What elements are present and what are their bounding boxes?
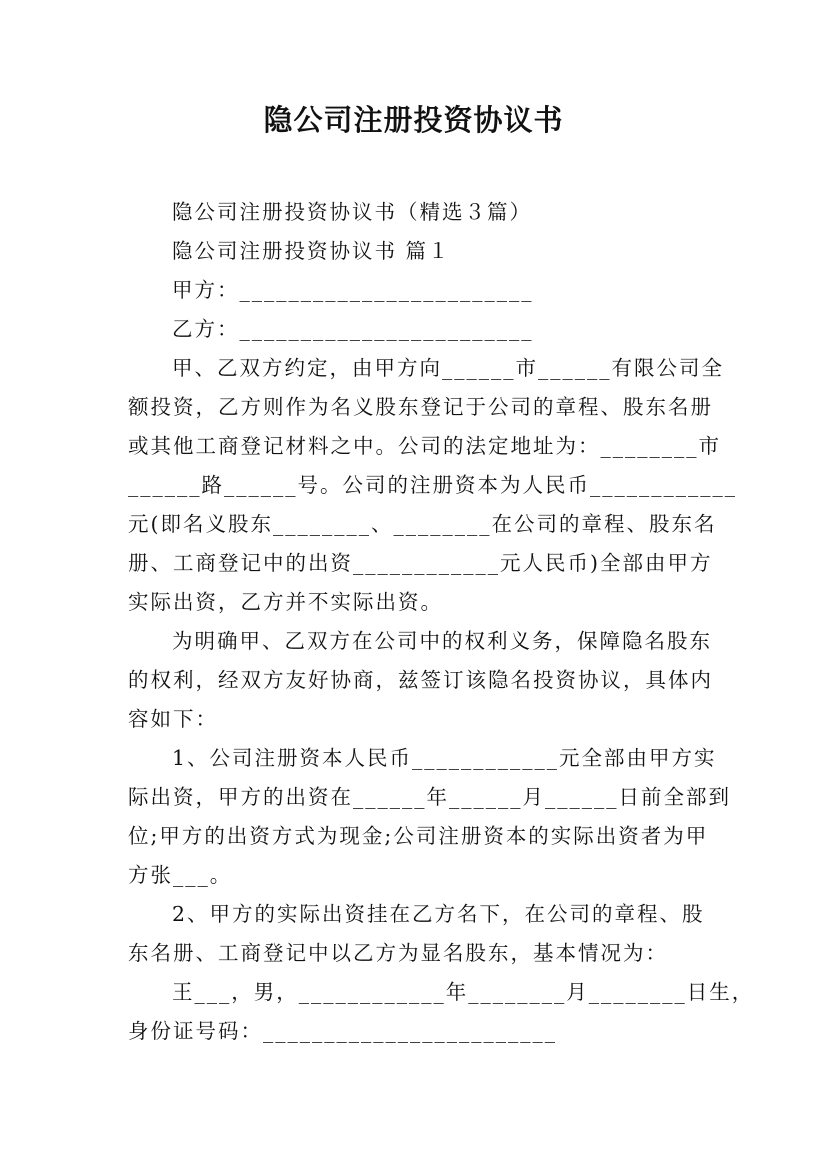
paragraph-line: 甲、乙双方约定，由甲方向______市______有限公司全 [172, 356, 724, 380]
paragraph-line: 元(即名义股东________、________在公司的章程、股东名 [128, 512, 717, 536]
paragraph-line: 册、工商登记中的出资____________元人民币)全部由甲方 [128, 551, 713, 575]
shareholder-info-line: 王___，男，____________年________月________日生， [172, 980, 755, 1004]
document-title: 隐公司注册投资协议书 [263, 103, 564, 137]
subtitle-line: 隐公司注册投资协议书（精选３篇） [172, 200, 532, 224]
party-b-line: 乙方：________________________ [172, 317, 534, 341]
clause-line: 1、公司注册资本人民币____________元全部由甲方实 [172, 746, 717, 770]
clause-line: 2、甲方的实际出资挂在乙方名下，在公司的章程、股 [172, 902, 705, 926]
paragraph-line: 额投资，乙方则作为名义股东登记于公司的章程、股东名册 [128, 395, 713, 419]
paragraph-line: 为明确甲、乙双方在公司中的权利义务，保障隐名股东 [172, 629, 712, 653]
clause-line: 际出资，甲方的出资在______年______月______日前全部到 [128, 785, 731, 809]
clause-line: 方张___。 [128, 863, 233, 887]
paragraph-line: 或其他工商登记材料之中。公司的法定地址为：________市 [128, 434, 721, 458]
clause-line: 东名册、工商登记中以乙方为显名股东，基本情况为： [128, 941, 668, 965]
clause-line: 位;甲方的出资方式为现金;公司注册资本的实际出资者为甲 [128, 824, 709, 848]
id-number-line: 身份证号码：________________________ [128, 1019, 557, 1043]
paragraph-line: 的权利，经双方友好协商，兹签订该隐名投资协议，具体内 [128, 668, 713, 692]
section-heading: 隐公司注册投资协议书 篇１ [172, 239, 451, 263]
paragraph-line: 容如下： [128, 707, 218, 731]
paragraph-line: ______路______号。公司的注册资本为人民币____________ [128, 473, 737, 497]
party-a-line: 甲方：________________________ [172, 278, 534, 302]
paragraph-line: 实际出资，乙方并不实际出资。 [128, 590, 443, 614]
